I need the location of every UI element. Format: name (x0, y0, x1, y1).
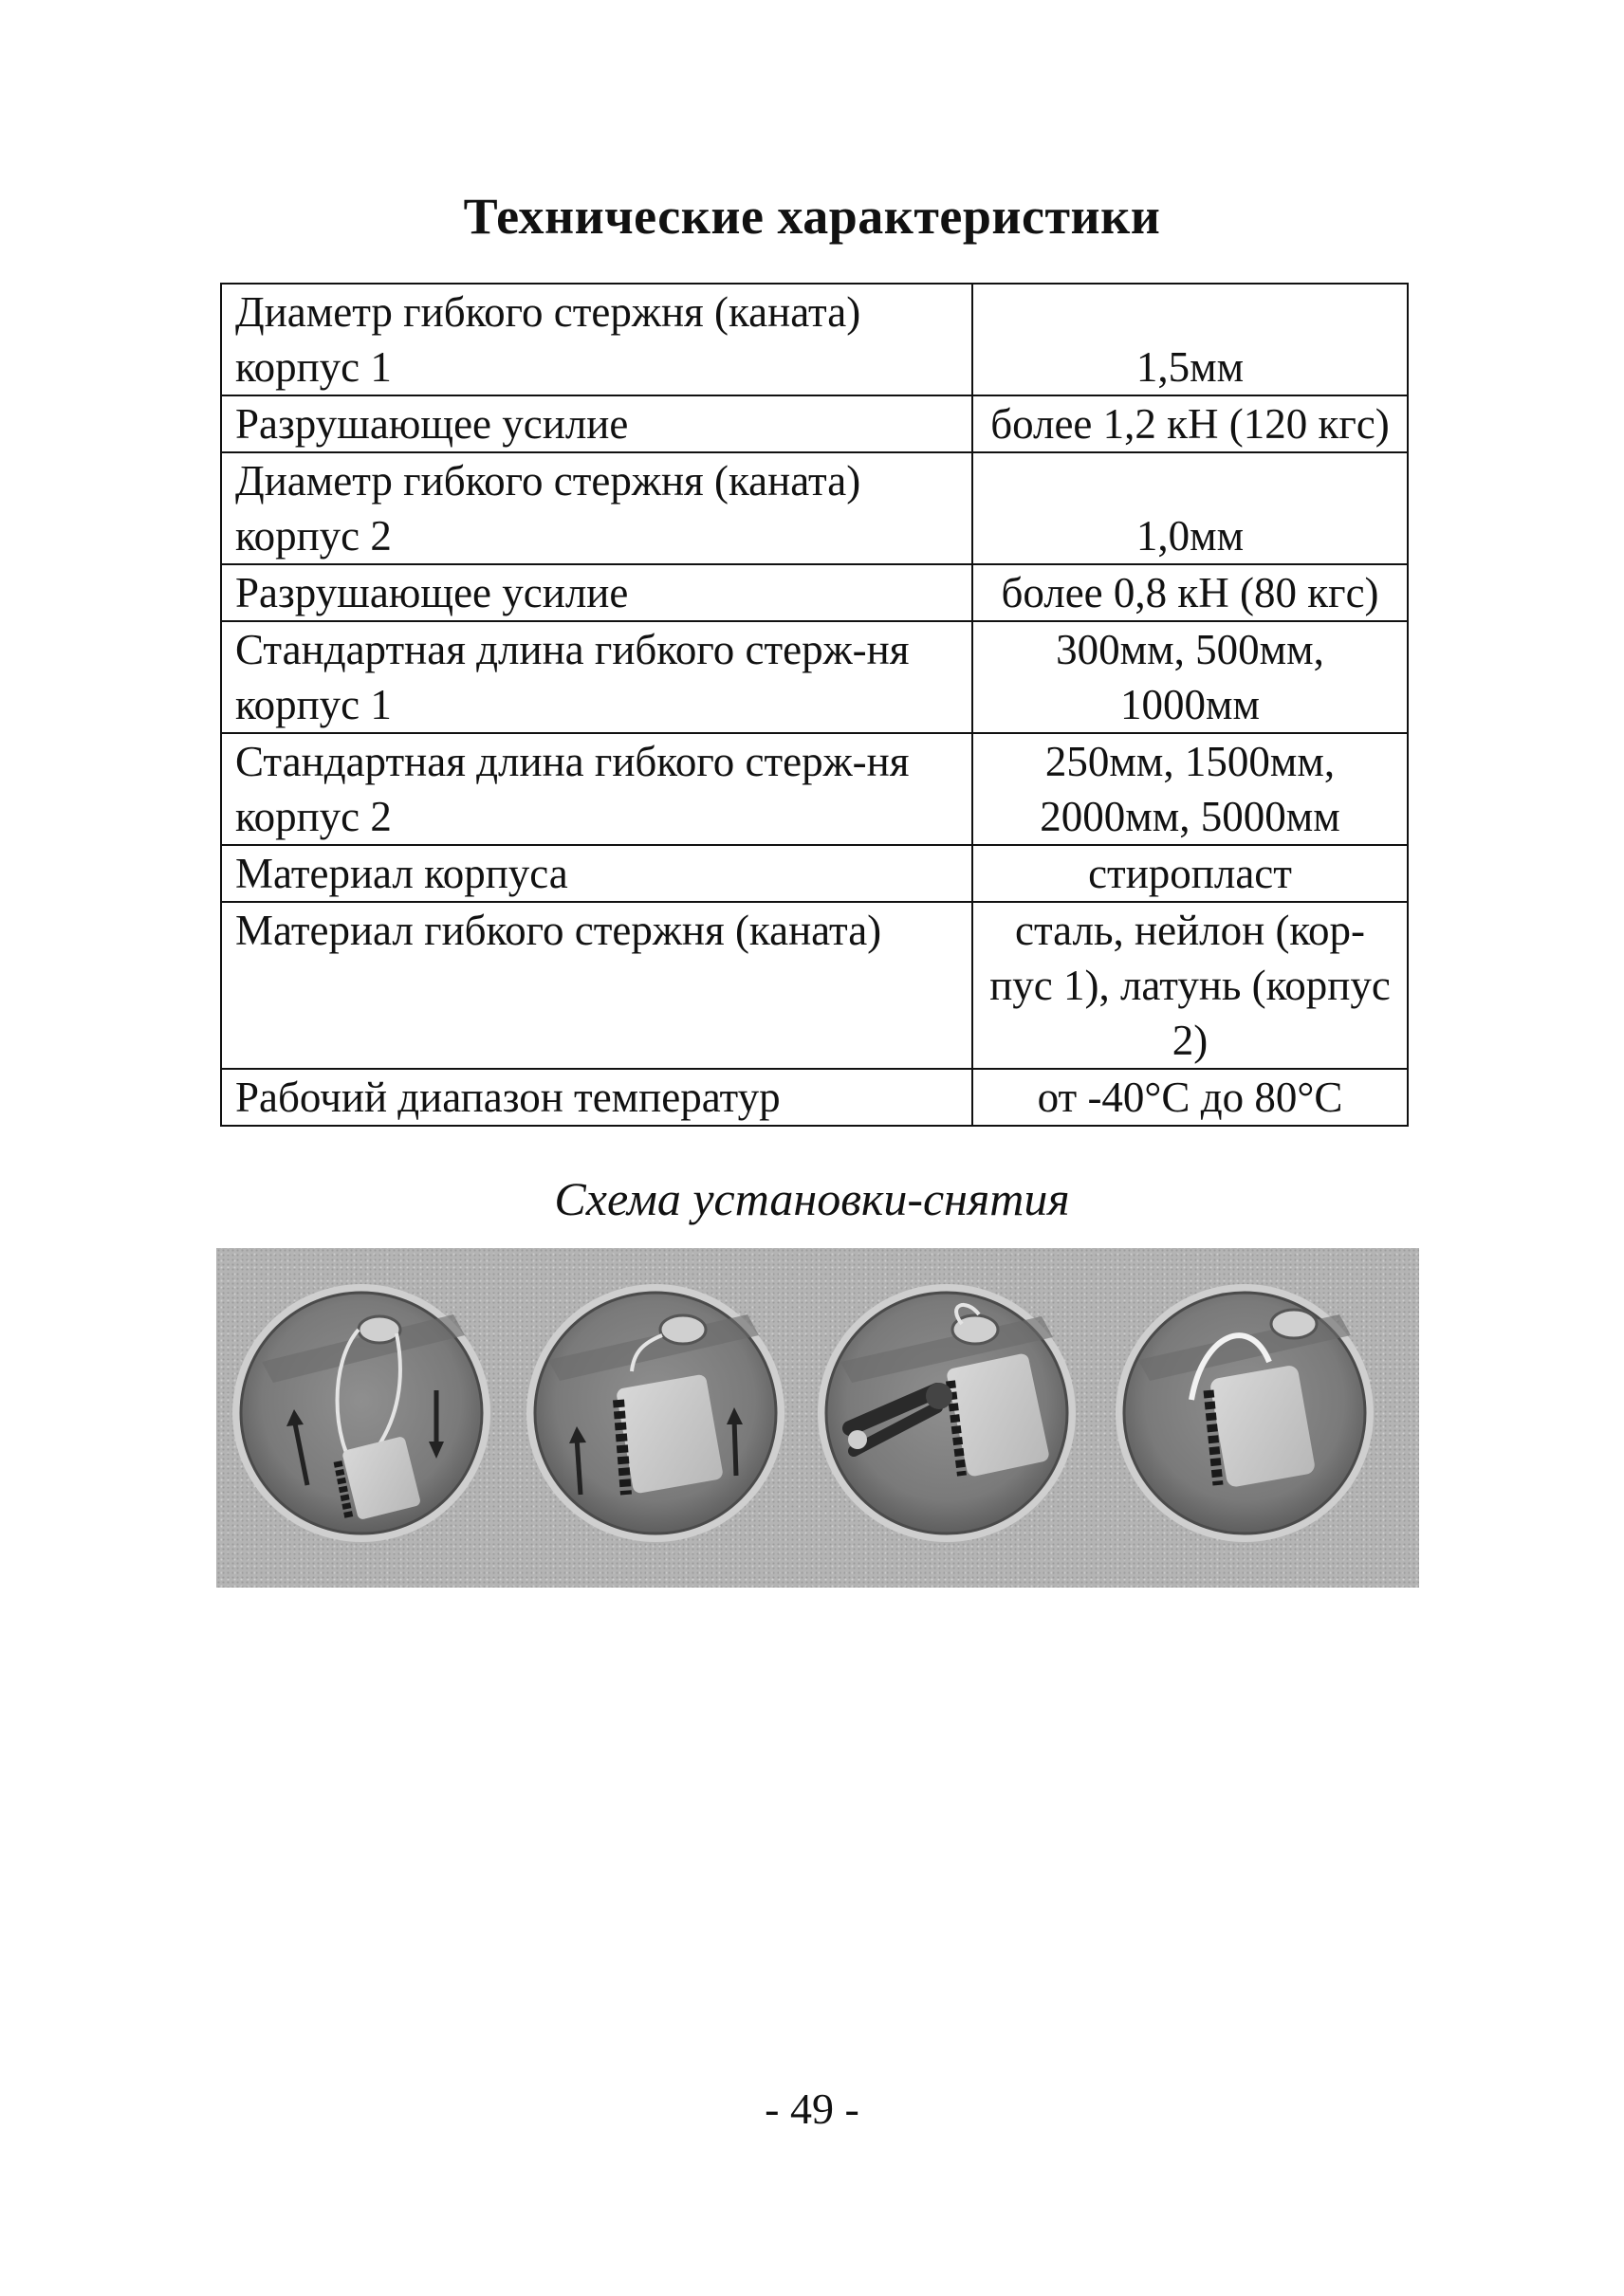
table-row (221, 845, 1408, 902)
table-row (221, 733, 1408, 845)
table-row (221, 284, 1408, 395)
table-row (221, 1069, 1408, 1126)
specifications-table (220, 283, 1409, 1127)
value-cell: 300мм, 500мм, 1000мм (972, 621, 1408, 733)
value-cell: 1,5мм (972, 284, 1408, 395)
page-title: Технические характеристики (463, 188, 1161, 245)
parameter-cell: Диаметр гибкого стержня (каната) корпус 2 (221, 452, 972, 564)
parameter-cell: Стандартная длина гибкого стерж-ня корпус 2 (221, 733, 972, 845)
parameter-cell: Разрушающее усилие (221, 564, 972, 621)
value-cell: стиропласт (972, 845, 1408, 902)
parameter-cell: Стандартная длина гибкого стерж-ня корпус 1 (221, 621, 972, 733)
parameter-cell: Диаметр гибкого стержня (каната) корпус 1 (221, 284, 972, 395)
value-cell: более 0,8 кН (80 кгс) (972, 564, 1408, 621)
value-cell: сталь, нейлон (кор-пус 1), латунь (корпус 2) (972, 902, 1408, 1069)
value-cell: от -40°С до 80°С (972, 1069, 1408, 1126)
parameter-cell: Материал корпуса (221, 845, 972, 902)
seal-wire-pulled-icon (526, 1284, 784, 1542)
table-row (221, 452, 1408, 564)
parameter-cell: Рабочий диапазон температур (221, 1069, 972, 1126)
table-row (221, 902, 1408, 1069)
parameter-cell: Разрушающее усилие (221, 395, 972, 452)
seal-removed-icon (1116, 1284, 1374, 1542)
installation-photo-strip (216, 1248, 1419, 1588)
table-row (221, 564, 1408, 621)
seal-wire-inserted-icon (232, 1284, 490, 1542)
table-row (221, 621, 1408, 733)
value-cell: 1,0мм (972, 452, 1408, 564)
parameter-cell: Материал гибкого стержня (каната) (221, 902, 972, 1069)
seal-tool-cutting-icon (818, 1284, 1076, 1542)
value-cell: 250мм, 1500мм, 2000мм, 5000мм (972, 733, 1408, 845)
page-number: - 49 - (765, 2085, 859, 2133)
value-cell: более 1,2 кН (120 кгс) (972, 395, 1408, 452)
figure-caption: Схема установки-снятия (554, 1172, 1070, 1225)
table-row (221, 395, 1408, 452)
